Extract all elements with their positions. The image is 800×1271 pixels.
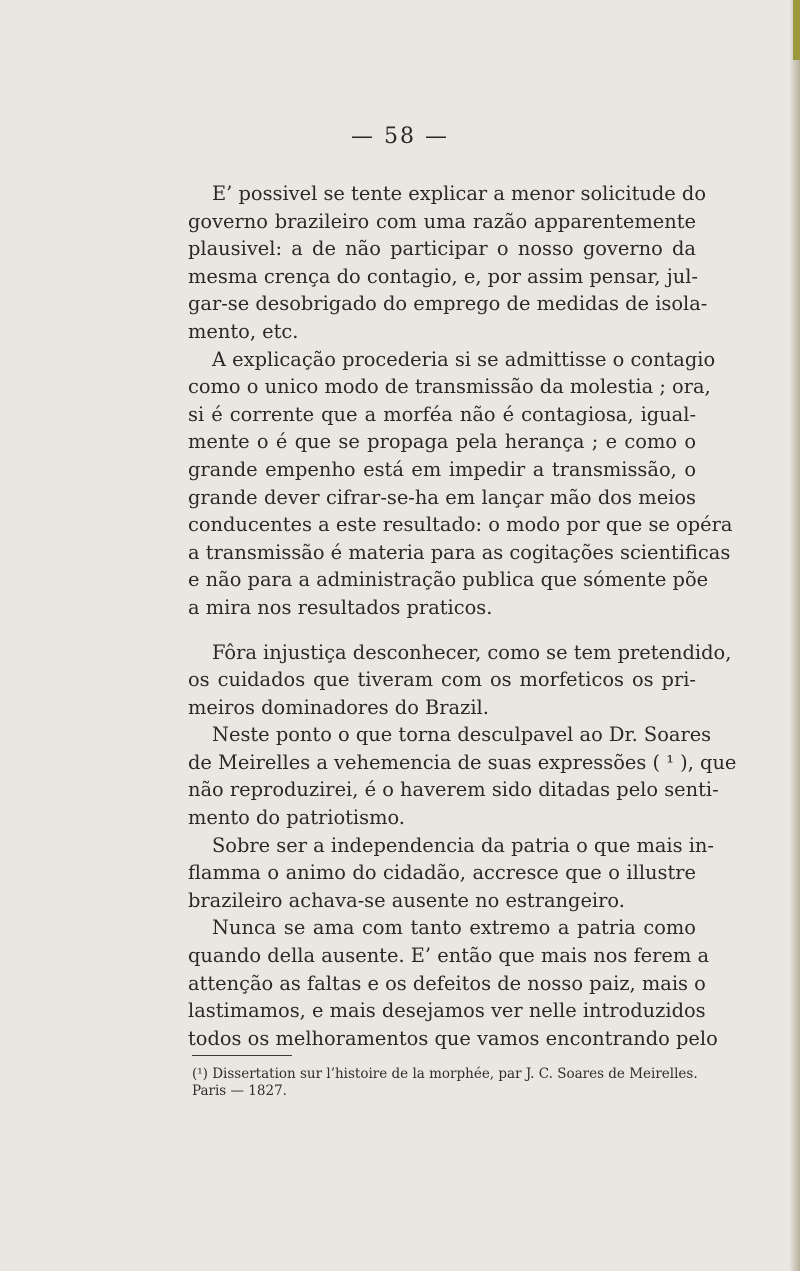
text-line: mente o é que se propaga pela herança ; e como o [188, 430, 696, 454]
text-line: governo brazileiro com uma razão apparentemente [188, 209, 696, 233]
text-line: não reproduzirei, é o haverem sido ditadas pelo senti- [188, 778, 719, 802]
text-line: grande dever cifrar-se-ha em lançar mão dos meios [188, 485, 696, 509]
text-line: Fôra injustiça desconhecer, como se tem pretendido, [212, 640, 732, 664]
text-line: plausivel: a de não participar o nosso governo da [188, 237, 696, 261]
page-edge [790, 0, 800, 1271]
text-line: e não para a administração publica que sómente põe [188, 568, 709, 592]
text-line: todos os melhoramentos que vamos encontrando pelo [188, 1026, 718, 1050]
page-number: — 58 — [351, 124, 449, 149]
text-line: grande empenho está em impedir a transmissão, o [188, 457, 696, 481]
text-line: mesma crença do contagio, e, por assim pensar, jul- [188, 264, 698, 288]
text-line: Neste ponto o que torna desculpavel ao Dr. Soares [212, 723, 712, 747]
text-line: os cuidados que tiveram com os morfeticos os pri- [188, 668, 696, 692]
text-line: Sobre ser a independencia da patria o que mais in- [212, 833, 714, 857]
text-line: a transmissão é materia para as cogitações scientificas [188, 540, 731, 564]
text-line: meiros dominadores do Brazil. [188, 695, 489, 719]
text-line: brazileiro achava-se ausente no estrangeiro. [188, 888, 625, 912]
paragraph-gap [188, 622, 696, 639]
text-line: quando della ausente. E’ então que mais nos ferem a [188, 944, 710, 968]
text-line: A explicação procederia si se admittisse o contagio [212, 347, 716, 371]
body-text [188, 180, 737, 1052]
text-line: gar-se desobrigado do emprego de medidas de isola- [188, 292, 708, 316]
text-line: si é corrente que a morféa não é contagiosa, igual- [188, 402, 696, 426]
footnote-line: (¹) Dissertation sur l’histoire de la morphée, par J. C. Soares de Meirelles. [192, 1066, 698, 1082]
text-line: attenção as faltas e os defeitos de nosso paiz, mais o [188, 971, 706, 995]
text-line: mento, etc. [188, 319, 299, 343]
text-line: lastimamos, e mais desejamos ver nelle introduzidos [188, 999, 706, 1023]
footnote [192, 1066, 732, 1100]
text-line: Nunca se ama com tanto extremo a patria como [212, 916, 696, 940]
footnote-line: Paris — 1827. [192, 1083, 287, 1099]
text-line: a mira nos resultados praticos. [188, 595, 493, 619]
page-edge-stain [793, 0, 800, 60]
text-line: E’ possivel se tente explicar a menor solicitude do [212, 182, 707, 205]
footnote-rule [192, 1055, 292, 1056]
text-line: flamma o animo do cidadão, accresce que o illustre [188, 861, 696, 885]
text-line: como o unico modo de transmissão da molestia ; ora, [188, 375, 711, 399]
text-line: de Meirelles a vehemencia de suas expressões ( ¹ ), que [188, 750, 737, 774]
text-line: conducentes a este resultado: o modo por que se opéra [188, 513, 733, 537]
text-line: mento do patriotismo. [188, 806, 405, 830]
